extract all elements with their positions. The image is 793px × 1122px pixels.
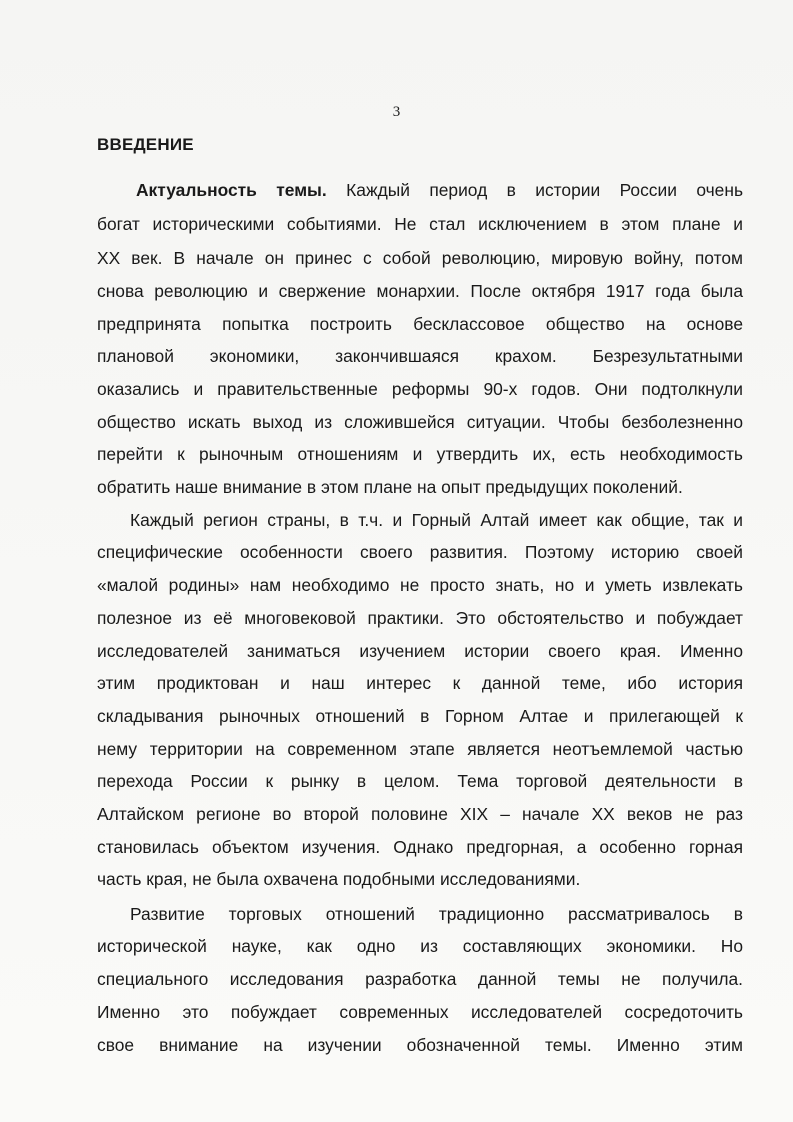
paragraph-line: общество искать выход из сложившейся ситуации. Чтобы безболезненно	[97, 412, 743, 432]
paragraph-line: становилась объектом изучения. Однако предгорная, а особенно горная	[97, 837, 743, 857]
paragraph-line: исторической науке, как одно из составляющих экономики. Но	[97, 936, 743, 956]
paragraph-line: специального исследования разработка данной темы не получила.	[97, 969, 743, 989]
lead-bold-phrase: Актуальность темы.	[136, 180, 327, 200]
paragraph-line: богат историческими событиями. Не стал исключением в этом плане и	[97, 214, 743, 234]
paragraph-line: перехода России к рынку в целом. Тема торговой деятельности в	[97, 771, 743, 791]
paragraph-line: обратить наше внимание в этом плане на опыт предыдущих поколений.	[97, 477, 683, 497]
paragraph-line: Каждый регион страны, в т.ч. и Горный Алтай имеет как общие, так и	[130, 510, 743, 530]
paragraph-line: часть края, не была охвачена подобными исследованиями.	[97, 869, 581, 889]
paragraph-line-1-rest: Каждый период в истории России очень	[326, 180, 743, 200]
paragraph-line: исследователей заниматься изучением истории своего края. Именно	[97, 641, 743, 661]
paragraph-line: нему территории на современном этапе является неотъемлемой частью	[97, 739, 743, 759]
paragraph-line: перейти к рыночным отношениям и утвердить их, есть необходимость	[97, 444, 743, 464]
paragraph-line: оказались и правительственные реформы 90-х годов. Они подтолкнули	[97, 379, 743, 399]
paragraph-line: складывания рыночных отношений в Горном Алтае и прилегающей к	[97, 706, 743, 726]
paragraph-line: предпринята попытка построить бесклассовое общество на основе	[97, 314, 743, 334]
paragraph-line: полезное из её многовековой практики. Это обстоятельство и побуждает	[97, 608, 743, 628]
paragraph-line: специфические особенности своего развития. Поэтому историю своей	[97, 542, 743, 562]
paragraph-line: «малой родины» нам необходимо не просто знать, но и уметь извлекать	[97, 575, 743, 595]
paragraph-line: Алтайском регионе во второй половине XIX – начале XX веков не раз	[97, 804, 743, 824]
paragraph-line-1	[136, 180, 743, 200]
paragraph-line: плановой экономики, закончившаяся крахом. Безрезультатными	[97, 346, 743, 366]
paragraph-line: этим продиктован и наш интерес к данной теме, ибо история	[97, 673, 743, 693]
paragraph-line: Развитие торговых отношений традиционно рассматривалось в	[130, 904, 743, 924]
paragraph-line: свое внимание на изучении обозначенной темы. Именно этим	[97, 1035, 743, 1055]
paragraph-line: Именно это побуждает современных исследователей сосредоточить	[97, 1002, 743, 1022]
page-number: 3	[392, 104, 401, 120]
paragraph-line: XX век. В начале он принес с собой революцию, мировую войну, потом	[97, 248, 743, 268]
section-heading: ВВЕДЕНИЕ	[97, 135, 194, 154]
paragraph-line: снова революцию и свержение монархии. После октября 1917 года была	[97, 281, 743, 301]
